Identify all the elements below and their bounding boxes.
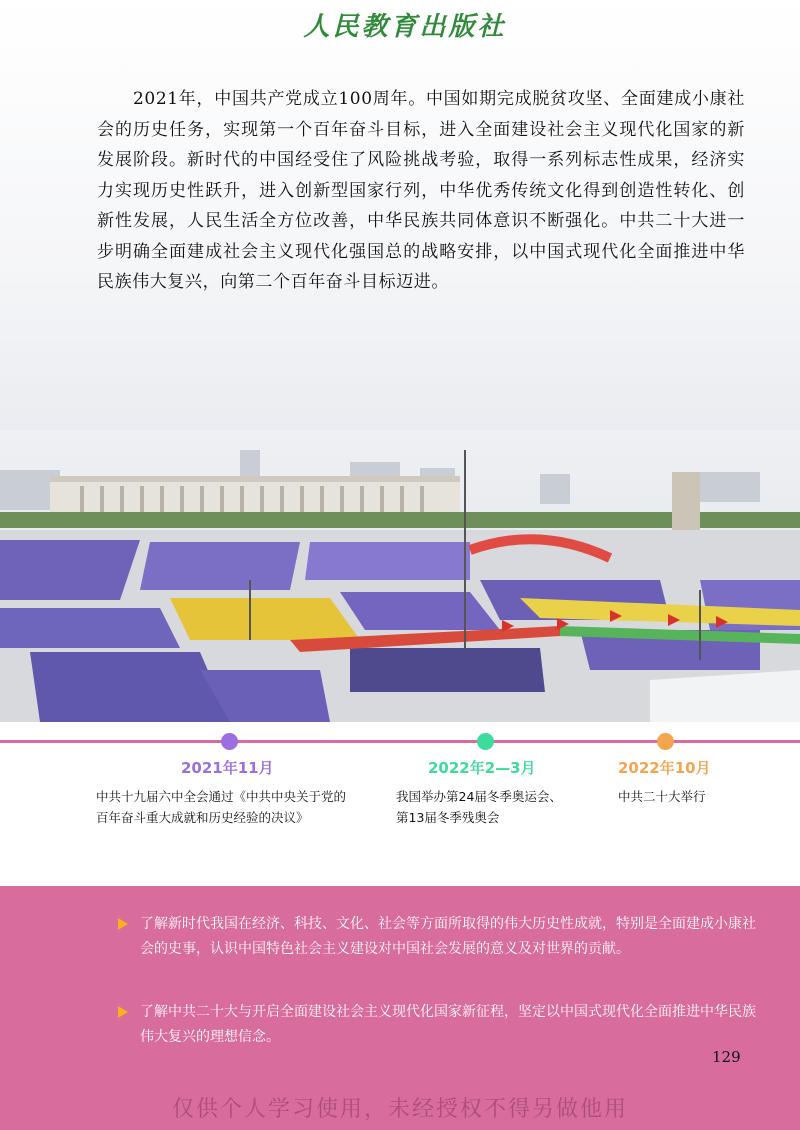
timeline-dot-2022-10 [657, 733, 674, 750]
intro-paragraph: 2021年，中国共产党成立100周年。中国如期完成脱贫攻坚、全面建成小康社会的历史任务，实现第一个百年奋斗目标，进入全面建设社会主义现代化国家的新发展阶段。新时代的中国经受住了风险挑战考验，取得一系列标志性成果，经济实力实现历史性跃升，进入创新型国家行列，中华优秀传统文化得到创造性转化、创新性发展，人民生活全方位改善，中华民族共同体意识不断强化。中共二十大进一步明确全面建成社会主义现代化强国总的战略安排，以中国式现代化全面推进中华民族伟大复兴，向第二个百年奋斗目标迈进。 [97, 89, 745, 292]
objective-item [118, 1000, 758, 1050]
timeline-date: 2022年2—3月 [428, 759, 536, 777]
timeline-date: 2022年10月 [618, 759, 711, 777]
timeline-line [0, 740, 800, 743]
timeline-event-line: 第13届冬季残奥会 [396, 810, 500, 825]
objective-text: 了解中共二十大与开启全面建设社会主义现代化国家新征程，坚定以中国式现代化全面推进中华民族伟大复兴的理想信念。 [140, 1004, 756, 1045]
triangle-bullet-icon [118, 918, 128, 930]
page-number: 129 [712, 1048, 741, 1066]
timeline-event-line: 我国举办第24届冬季奥运会、 [396, 789, 562, 804]
timeline-event-text [396, 786, 562, 828]
publisher-logo: 人民教育出版社 [303, 11, 507, 42]
watermark: 仅供个人学习使用，未经授权不得另做他用 [171, 1097, 628, 1122]
timeline-event-line: 百年奋斗重大成就和历史经验的决议》 [96, 810, 309, 825]
timeline-event-line: 中共二十大举行 [618, 789, 706, 804]
timeline-event-text [96, 786, 346, 828]
timeline-dot-2022-02 [477, 733, 494, 750]
timeline-dot-2021-11 [221, 733, 238, 750]
triangle-bullet-icon [118, 1006, 128, 1018]
objective-item [118, 912, 758, 962]
timeline-date: 2021年11月 [181, 759, 274, 777]
objective-text: 了解新时代我国在经济、科技、文化、社会等方面所取得的伟大历史性成就，特别是全面建成小康社会的史事，认识中国特色社会主义建设对中国社会发展的意义及对世界的贡献。 [140, 916, 756, 957]
celebration-photo [0, 430, 800, 722]
timeline-event-line: 中共十九届六中全会通过《中共中央关于党的 [96, 789, 347, 804]
timeline-event-text [618, 786, 706, 807]
